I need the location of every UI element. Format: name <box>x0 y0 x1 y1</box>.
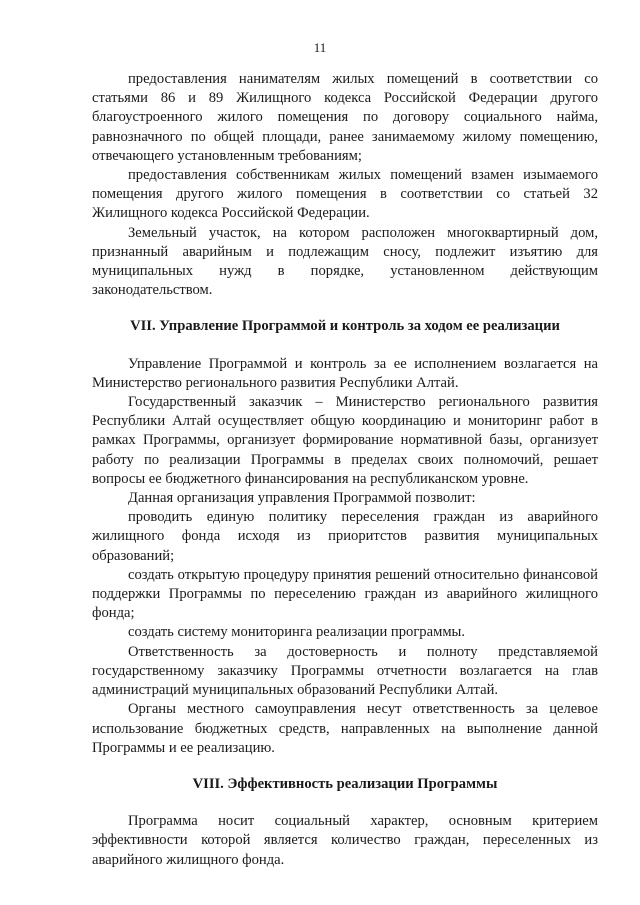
paragraph: предоставления нанимателям жилых помещений в соответствии со статьями 86 и 89 Жилищного кодекса Российской Федерации другого благоустроенного жилого помещения по договору социального найма, равнозначного по общей площади, ранее занимаемому жилому помещению, отвечающего установленным требованиям; <box>92 71 598 164</box>
paragraph: Земельный участок, на котором расположен многоквартирный дом, признанный аварийным и подлежащим сносу, подлежит изъятию для муниципальных нужд в порядке, установленном действующим законодательством. <box>92 224 598 299</box>
paragraph: Данная организация управления Программой позволит: <box>128 490 476 507</box>
paragraph: Органы местного самоуправления несут ответственность за целевое использование бюджетных средств, направленных на выполнение данной Программы и ее реализацию. <box>92 701 598 756</box>
paragraph: создать открытую процедуру принятия решений относительно финансовой поддержки Программы по переселению граждан из аварийного жилищного фонда; <box>92 566 598 622</box>
page-number: 11 <box>313 40 327 55</box>
paragraph: Программа носит социальный характер, основным критерием эффективности которой является количество граждан, переселенных из аварийного жилищного фонда. <box>92 813 598 868</box>
paragraph: предоставления собственникам жилых помещений взамен изымаемого помещения другого жилого помещения в соответствии со статьей 32 Жилищного кодекса Российской Федерации. <box>92 167 598 222</box>
paragraph: Государственный заказчик – Министерство регионального развития Республики Алтай осуществляет общую координацию и мониторинг работ в рамках Программы, организует формирование нормативной базы, организует работу по реализации Программы в пределах своих полномочий, решает вопросы ее бюджетного финансирования на республиканском уровне. <box>92 394 598 487</box>
paragraph: проводить единую политику переселения граждан из аварийного жилищного фонда исходя из приоритстов развития муниципальных образований; <box>92 509 598 564</box>
section-heading: VIII. Эффективность реализации Программы <box>192 775 498 792</box>
paragraph: Управление Программой и контроль за ее исполнением возлагается на Министерство регионального развития Республики Алтай. <box>92 355 598 391</box>
page-content <box>92 70 598 870</box>
paragraph: создать систему мониторинга реализации программы. <box>128 624 466 641</box>
paragraph: Ответственность за достоверность и полноту представляемой государственному заказчику Программы отчетности возлагается на глав администраций муниципальных образований Республики Алтай. <box>92 643 598 699</box>
section-heading: VII. Управление Программой и контроль за ходом ее реализации <box>130 318 560 335</box>
